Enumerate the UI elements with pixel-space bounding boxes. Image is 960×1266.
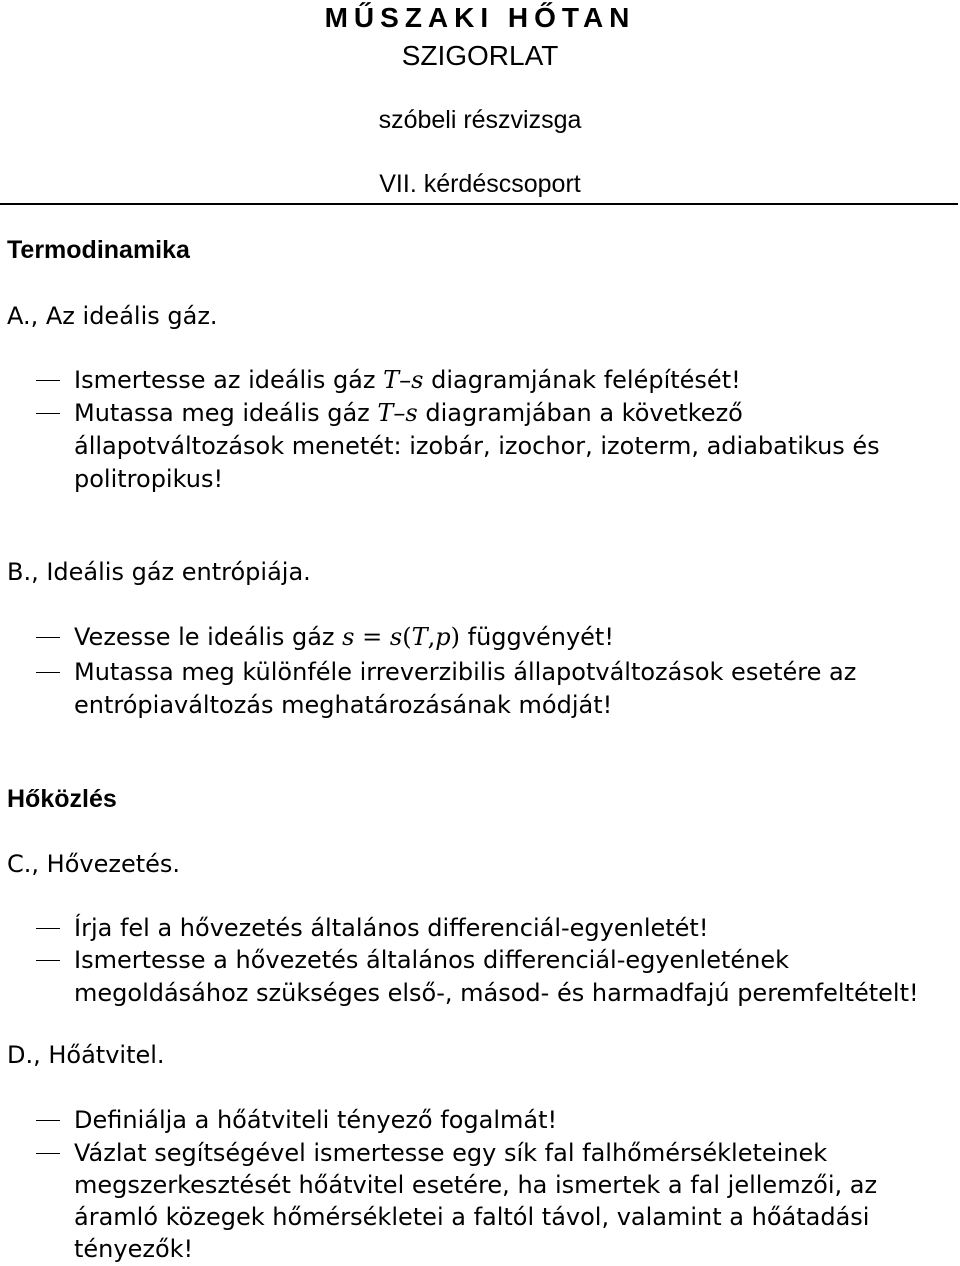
list-item-text: Vezesse le ideális gáz s = s(T,p) függvényét! (74, 623, 614, 651)
list-item-text-continued: megszerkesztését hőátvitel esetére, ha ismertek a fal jellemzői, az (74, 1171, 878, 1199)
list-item-text-continued: politropikus! (74, 465, 224, 493)
list-item-text-continued: megoldásához szükséges első-, másod- és harmadfajú peremfeltételt! (74, 979, 919, 1007)
list-item-text: Vázlat segítségével ismertesse egy sík fal falhőmérsékleteinek (74, 1139, 828, 1167)
list-item-text: Írja fel a hővezetés általános differenciál-egyenletét! (74, 914, 709, 942)
section-heading-hokozles: Hőközlés (7, 785, 117, 813)
dash-bullet (36, 1153, 60, 1154)
list-item-text: Ismertesse az ideális gáz T–s diagramjának felépítését! (74, 366, 741, 394)
dash-bullet (36, 960, 60, 961)
list-item-text: Mutassa meg ideális gáz T–s diagramjában a következő (74, 399, 743, 427)
dash-bullet (36, 413, 60, 414)
document-title: MŰSZAKI HŐTAN (324, 2, 636, 33)
list-item-text-continued: entrópiaváltozás meghatározásának módját! (74, 691, 613, 719)
document-subtitle: SZIGORLAT (401, 40, 559, 71)
question-group: VII. kérdéscsoport (379, 170, 581, 198)
list-item-text: Mutassa meg különféle irreverzibilis állapotváltozások esetére az (74, 658, 857, 686)
list-item-text-continued: áramló közegek hőmérsékletei a faltól távol, valamint a hőátadási (74, 1203, 870, 1231)
dash-bullet (36, 380, 60, 381)
exam-type: szóbeli részvizsga (378, 106, 582, 134)
subsection-title-a: A., Az ideális gáz. (7, 302, 218, 330)
subsection-title-b: B., Ideális gáz entrópiája. (7, 558, 311, 586)
list-item-text-continued: állapotváltozások menetét: izobár, izochor, izoterm, adiabatikus és (74, 432, 880, 460)
subsection-title-d: D., Hőátvitel. (7, 1041, 165, 1069)
dash-bullet (36, 928, 60, 929)
dash-bullet (36, 672, 60, 673)
list-item-text: Ismertesse a hővezetés általános differenciál-egyenletének (74, 946, 790, 974)
list-item-text-continued: tényezők! (74, 1235, 194, 1263)
list-item-text: Definiálja a hőátviteli tényező fogalmát! (74, 1106, 558, 1134)
entropy-formula: s = s(T,p) (342, 623, 460, 651)
dash-bullet (36, 637, 60, 638)
section-heading-termodinamika: Termodinamika (7, 236, 190, 264)
header-divider (0, 203, 958, 205)
subsection-title-c: C., Hővezetés. (7, 850, 181, 878)
dash-bullet (36, 1120, 60, 1121)
